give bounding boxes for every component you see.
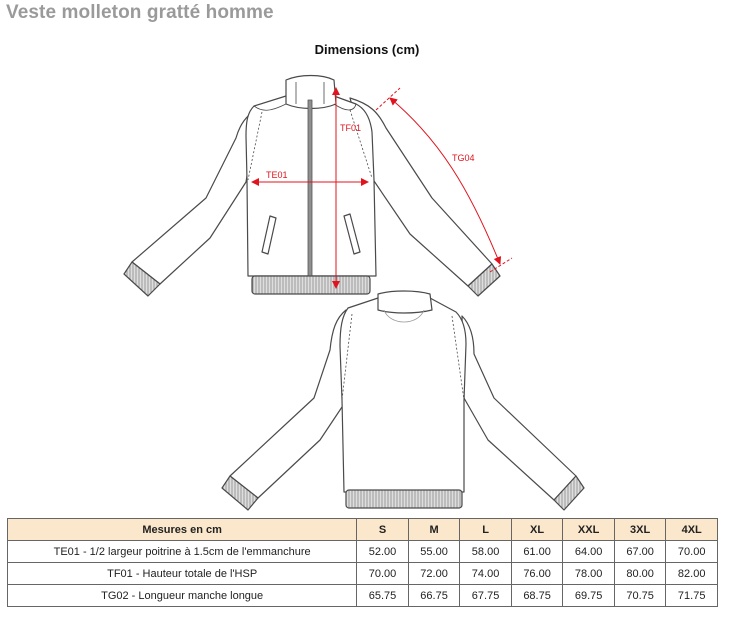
page-title: Veste molleton gratté homme: [6, 2, 274, 23]
dimensions-heading: Dimensions (cm): [314, 42, 420, 57]
header-size: S: [357, 519, 409, 541]
row-label: TF01 - Hauteur totale de l'HSP: [8, 563, 357, 585]
table-cell: 64.00: [563, 541, 615, 563]
header-size: 3XL: [614, 519, 666, 541]
table-cell: 78.00: [563, 563, 615, 585]
table-cell: 70.00: [666, 541, 718, 563]
table-cell: 67.00: [614, 541, 666, 563]
table-cell: 80.00: [614, 563, 666, 585]
table-cell: 69.75: [563, 585, 615, 607]
table-cell: 70.00: [357, 563, 409, 585]
table-cell: 82.00: [666, 563, 718, 585]
tf01-label: TF01: [340, 123, 362, 133]
front-zipper: [308, 100, 312, 280]
header-size: 4XL: [666, 519, 718, 541]
header-size: L: [460, 519, 512, 541]
table-cell: 72.00: [408, 563, 460, 585]
table-cell: 61.00: [511, 541, 563, 563]
back-collar: [378, 291, 432, 313]
table-cell: 66.75: [408, 585, 460, 607]
te01-label: TE01: [266, 170, 288, 180]
table-cell: 74.00: [460, 563, 512, 585]
front-hem-band: [252, 276, 370, 294]
table-cell: 68.75: [511, 585, 563, 607]
table-cell: 65.75: [357, 585, 409, 607]
back-body: [340, 298, 466, 492]
table-row: [8, 541, 718, 563]
table-cell: 52.00: [357, 541, 409, 563]
table-cell: 58.00: [460, 541, 512, 563]
header-measure: Mesures en cm: [8, 519, 357, 541]
jacket-front-view: [124, 76, 500, 297]
header-size: M: [408, 519, 460, 541]
front-left-sleeve: [132, 108, 258, 284]
tg04-label: TG04: [452, 153, 475, 163]
table-cell: 67.75: [460, 585, 512, 607]
table-row: [8, 563, 718, 585]
back-right-sleeve: [462, 316, 576, 500]
table-header-row: [8, 519, 718, 541]
table-row: [8, 585, 718, 607]
header-size: XXL: [563, 519, 615, 541]
back-hem-band: [346, 490, 462, 508]
table-cell: 55.00: [408, 541, 460, 563]
back-left-sleeve: [230, 310, 348, 498]
header-size: XL: [511, 519, 563, 541]
table-cell: 71.75: [666, 585, 718, 607]
jacket-back-view: [222, 291, 584, 510]
size-table: [7, 518, 718, 607]
row-label: TE01 - 1/2 largeur poitrine à 1.5cm de l'emmanchure: [8, 541, 357, 563]
row-label: TG02 - Longueur manche longue: [8, 585, 357, 607]
table-cell: 76.00: [511, 563, 563, 585]
table-cell: 70.75: [614, 585, 666, 607]
